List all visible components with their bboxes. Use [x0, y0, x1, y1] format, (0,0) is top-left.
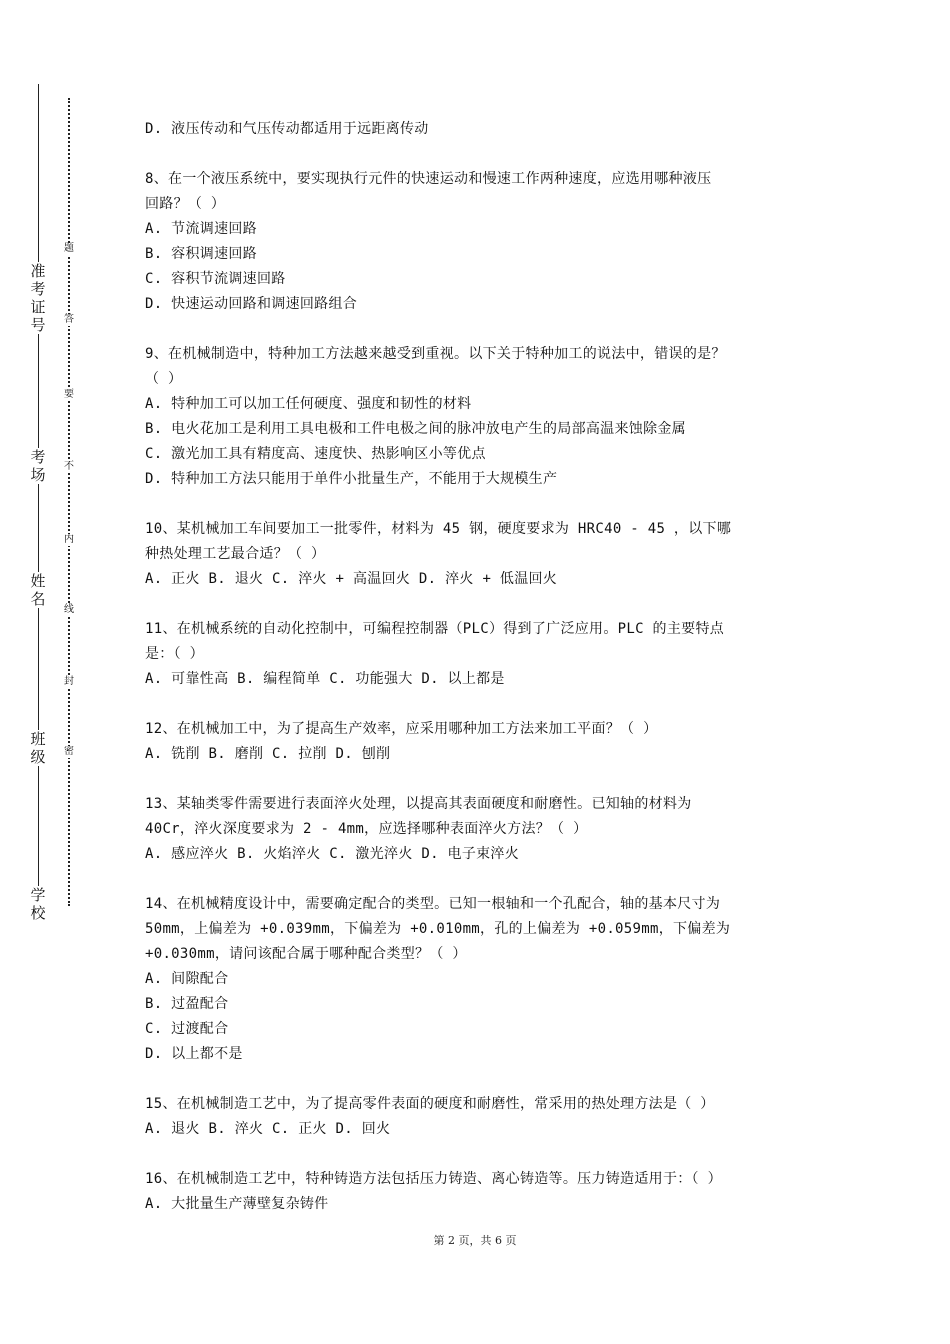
option: C. 过渡配合 — [145, 1021, 229, 1037]
question-block — [145, 1092, 845, 1142]
question-stem-line: 9、在机械制造中，特种加工方法越来越受到重视。以下关于特种加工的说法中，错误的是？ — [145, 346, 726, 362]
question-block — [145, 517, 845, 592]
option: A. 感应淬火 B. 火焰淬火 C. 激光淬火 D. 电子束淬火 — [145, 846, 520, 862]
question-stem-line: +0.030mm，请问该配合属于哪种配合类型？（ ） — [145, 946, 467, 962]
seal-char: 密 — [60, 746, 78, 758]
question-stem-line: 种热处理工艺最合适？（ ） — [145, 546, 326, 562]
question-block — [145, 892, 845, 1067]
option: A. 特种加工可以加工任何硬度、强度和韧性的材料 — [145, 396, 472, 412]
question-block — [145, 342, 845, 492]
question-stem-line: 40Cr，淬火深度要求为 2 - 4mm，应选择哪种表面淬火方法？（ ） — [145, 821, 588, 837]
option: A. 铣削 B. 磨削 C. 拉削 D. 刨削 — [145, 746, 391, 762]
question-block — [145, 792, 845, 867]
margin-field-ticket-number: 准考证号 — [26, 262, 50, 334]
question-stem-line: 15、在机械制造工艺中，为了提高零件表面的硬度和耐磨性，常采用的热处理方法是（ ） — [145, 1096, 715, 1112]
question-stem-line: 14、在机械精度设计中，需要确定配合的类型。已知一根轴和一个孔配合，轴的基本尺寸为 — [145, 896, 721, 912]
seal-dotted-line — [68, 98, 70, 906]
option: B. 容积调速回路 — [145, 246, 257, 262]
question-stem-line: 8、在一个液压系统中，要实现执行元件的快速运动和慢速工作两种速度，应选用哪种液压 — [145, 171, 712, 187]
question-stem-line: （ ） — [145, 371, 183, 387]
seal-char: 封 — [60, 676, 78, 688]
question-stem-line: 11、在机械系统的自动化控制中，可编程控制器（PLC）得到了广泛应用。PLC 的主要特点 — [145, 621, 725, 637]
seal-char: 要 — [60, 389, 78, 401]
seal-char: 答 — [60, 314, 78, 326]
page-footer: 第 2 页，共 6 页 — [433, 1234, 517, 1247]
option: B. 电火花加工是利用工具电极和工件电极之间的脉冲放电产生的局部高温来蚀除金属 — [145, 421, 686, 437]
margin-field-exam-room: 考场 — [26, 448, 50, 484]
question-stem-line: 12、在机械加工中，为了提高生产效率，应采用哪种加工方法来加工平面？（ ） — [145, 721, 658, 737]
question-7-tail — [145, 117, 845, 142]
question-block — [145, 717, 845, 767]
option: A. 节流调速回路 — [145, 221, 257, 237]
question-stem-line: 16、在机械制造工艺中，特种铸造方法包括压力铸造、离心铸造等。压力铸造适用于：（ ） — [145, 1171, 722, 1187]
option: A. 正火 B. 退火 C. 淬火 + 高温回火 D. 淬火 + 低温回火 — [145, 571, 558, 587]
option: C. 容积节流调速回路 — [145, 271, 286, 287]
option: C. 激光加工具有精度高、速度快、热影响区小等优点 — [145, 446, 486, 462]
question-stem-line: 回路？（ ） — [145, 196, 226, 212]
option: A. 可靠性高 B. 编程简单 C. 功能强大 D. 以上都是 — [145, 671, 505, 687]
question-stem-line: 是：（ ） — [145, 646, 204, 662]
question-content — [145, 117, 845, 1242]
question-stem-line: 50mm，上偏差为 +0.039mm，下偏差为 +0.010mm，孔的上偏差为 +0.059mm，下偏差为 — [145, 921, 731, 937]
option: B. 过盈配合 — [145, 996, 229, 1012]
margin-field-name: 姓名 — [26, 572, 50, 608]
seal-char: 不 — [60, 461, 78, 473]
question-block — [145, 617, 845, 692]
margin-field-class: 班级 — [26, 730, 50, 766]
question-stem-line: 10、某机械加工车间要加工一批零件，材料为 45 钢，硬度要求为 HRC40 - 45 ，以下哪 — [145, 521, 732, 537]
binding-line — [38, 84, 39, 914]
seal-char: 题 — [60, 243, 78, 255]
option: D. 以上都不是 — [145, 1046, 243, 1062]
margin-field-school: 学校 — [26, 886, 50, 922]
question-stem-line: 13、某轴类零件需要进行表面淬火处理，以提高其表面硬度和耐磨性。已知轴的材料为 — [145, 796, 692, 812]
question-block — [145, 1167, 845, 1217]
option: A. 大批量生产薄壁复杂铸件 — [145, 1196, 329, 1212]
option: D. 特种加工方法只能用于单件小批量生产，不能用于大规模生产 — [145, 471, 558, 487]
seal-char: 线 — [60, 604, 78, 616]
question-list — [145, 167, 845, 1217]
option: D. 液压传动和气压传动都适用于远距离传动 — [145, 121, 429, 137]
option: A. 间隙配合 — [145, 971, 229, 987]
option: D. 快速运动回路和调速回路组合 — [145, 296, 358, 312]
seal-char: 内 — [60, 534, 78, 546]
question-block — [145, 167, 845, 317]
option: A. 退火 B. 淬火 C. 正火 D. 回火 — [145, 1121, 391, 1137]
